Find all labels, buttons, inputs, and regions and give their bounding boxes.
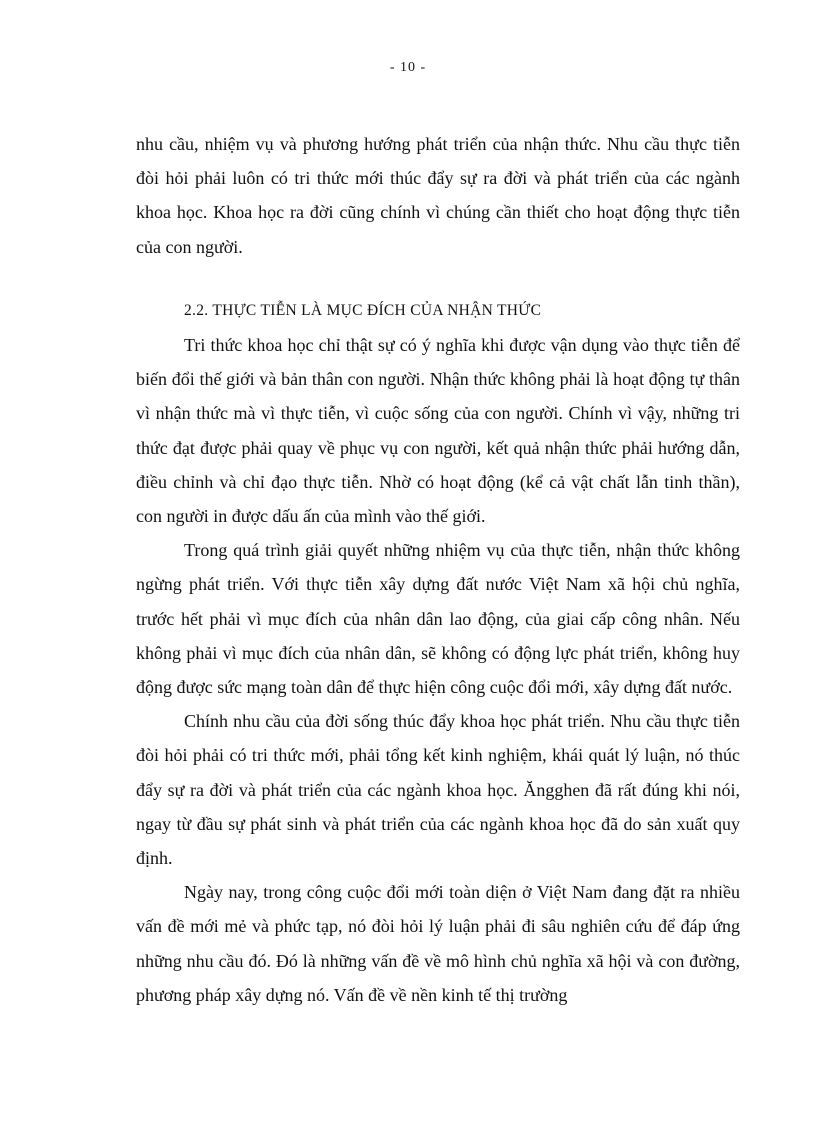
page-number: - 10 - [389,60,427,75]
body-paragraph-2: Trong quá trình giải quyết những nhiệm vụ của thực tiễn, nhận thức không ngừng phát triển. Với thực tiễn xây dựng đất nước Việt Nam xã hội chủ nghĩa, trước hết phải vì mục đích của nhân dân lao động, của giai cấp công nhân. Nếu không phải vì mục đích của nhân dân, sẽ không có động lực phát triển, không huy động được sức mạng toàn dân để thực hiện công cuộc đổi mới, xây dựng đất nước. [136,540,740,698]
body-paragraph-3: Chính nhu cầu của đời sống thúc đẩy khoa học phát triển. Nhu cầu thực tiễn đòi hỏi phải có tri thức mới, phải tổng kết kinh nghiệm, khái quát lý luận, nó thúc đẩy sự ra đời và phát triển của các ngành khoa học. Ăngghen đã rất đúng khi nói, ngay từ đầu sự phát sinh và phát triển của các ngành khoa học đã do sản xuất quy định. [136,711,740,869]
body-paragraph-1: Tri thức khoa học chỉ thật sự có ý nghĩa khi được vận dụng vào thực tiễn để biến đổi thế giới và bản thân con người. Nhận thức không phải là hoạt động tự thân vì nhận thức mà vì thực tiễn, vì cuộc sống của con người. Chính vì vậy, những tri thức đạt được phải quay về phục vụ con người, kết quả nhận thức phải hướng dẫn, điều chỉnh và chỉ đạo thực tiễn. Nhờ có hoạt động (kể cả vật chất lẫn tinh thần), con người in được dấu ấn của mình vào thế giới. [136,335,740,527]
page-content [136,127,740,1012]
intro-paragraph: nhu cầu, nhiệm vụ và phương hướng phát triển của nhận thức. Nhu cầu thực tiễn đòi hỏi phải luôn có tri thức mới thúc đẩy sự ra đời và phát triển của các ngành khoa học. Khoa học ra đời cũng chính vì chúng cần thiết cho hoạt động thực tiễn của con người. [136,134,740,257]
body-paragraph-4: Ngày nay, trong công cuộc đổi mới toàn diện ở Việt Nam đang đặt ra nhiều vấn đề mới mẻ và phức tạp, nó đòi hỏi lý luận phải đi sâu nghiên cứu để đáp ứng những nhu cầu đó. Đó là những vấn đề về mô hình chủ nghĩa xã hội và con đường, phương pháp xây dựng nó. Vấn đề về nền kinh tế thị trường [136,882,740,1005]
section-heading: 2.2. THỰC TIỄN LÀ MỤC ĐÍCH CỦA NHẬN THỨC [184,301,542,319]
